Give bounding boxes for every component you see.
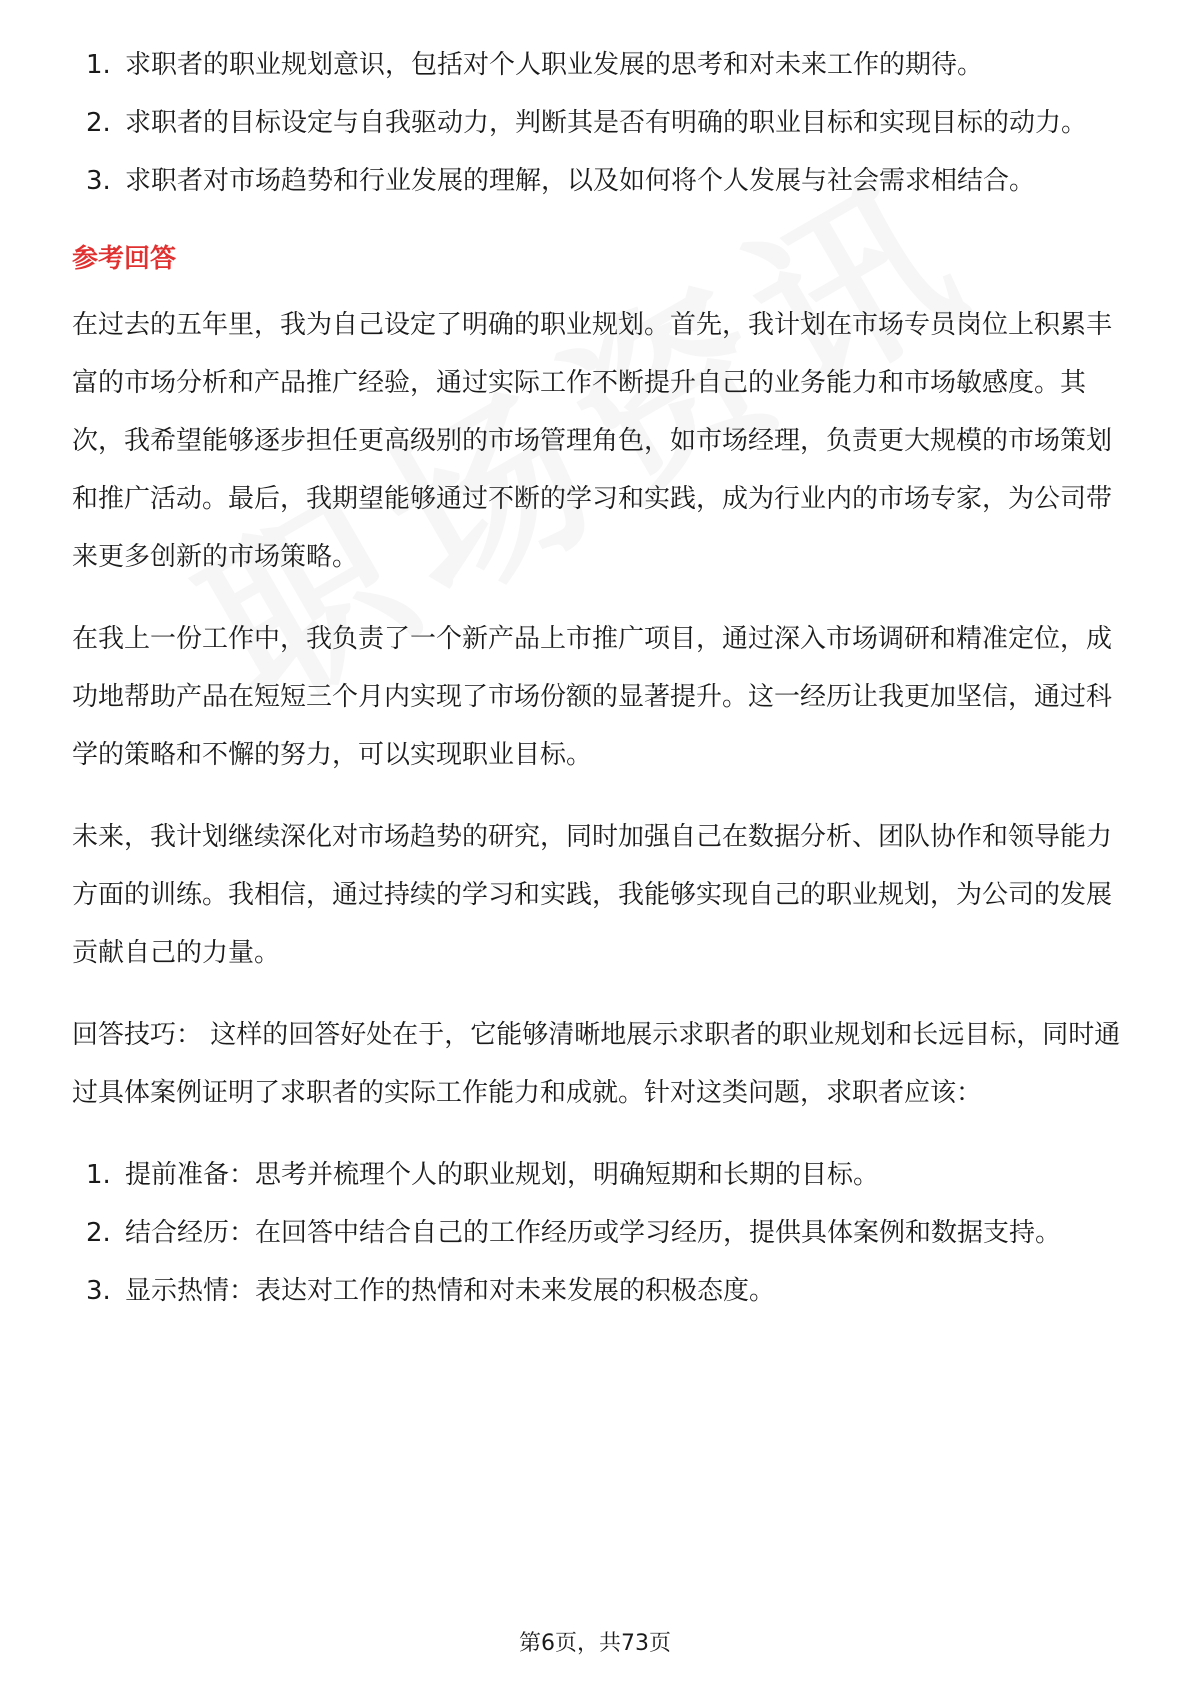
tips-intro-paragraph: 回答技巧： 这样的回答好处在于，它能够清晰地展示求职者的职业规划和长远目标，同时通过具体案例证明了求职者的实际工作能力和成就。针对这类问题，求职者应该：	[72, 1020, 1121, 1108]
list-text: 结合经历：在回答中结合自己的工作经历或学习经历，提供具体案例和数据支持。	[125, 1218, 1062, 1248]
list-text: 提前准备：思考并梳理个人的职业规划，明确短期和长期的目标。	[125, 1160, 880, 1190]
list-number: 2.	[86, 1218, 111, 1248]
list-number: 1.	[86, 1160, 111, 1190]
list-item	[72, 36, 1122, 94]
list-text: 显示热情：表达对工作的热情和对未来发展的积极态度。	[125, 1276, 776, 1306]
list-item	[72, 1204, 1122, 1262]
tips-list	[72, 1146, 1122, 1320]
intro-list	[72, 36, 1122, 210]
page-content	[72, 36, 1122, 1320]
list-number: 3.	[86, 1276, 111, 1306]
page-number-footer: 第6页，共73页	[519, 1631, 671, 1656]
list-text: 求职者的目标设定与自我驱动力，判断其是否有明确的职业目标和实现目标的动力。	[125, 108, 1088, 138]
answer-paragraph: 在过去的五年里，我为自己设定了明确的职业规划。首先，我计划在市场专员岗位上积累丰富的市场分析和产品推广经验，通过实际工作不断提升自己的业务能力和市场敏感度。其次，我希望能够逐步担任更高级别的市场管理角色，如市场经理，负责更大规模的市场策划和推广活动。最后，我期望能够通过不断的学习和实践，成为行业内的市场专家，为公司带来更多创新的市场策略。	[72, 310, 1113, 572]
list-number: 3.	[86, 166, 111, 196]
list-item	[72, 94, 1122, 152]
answer-paragraph: 未来，我计划继续深化对市场趋势的研究，同时加强自己在数据分析、团队协作和领导能力方面的训练。我相信，通过持续的学习和实践，我能够实现自己的职业规划，为公司的发展贡献自己的力量。	[72, 822, 1113, 968]
list-item	[72, 1146, 1122, 1204]
list-item	[72, 1262, 1122, 1320]
list-number: 2.	[86, 108, 111, 138]
list-text: 求职者的职业规划意识，包括对个人职业发展的思考和对未来工作的期待。	[125, 50, 984, 80]
list-text: 求职者对市场趋势和行业发展的理解，以及如何将个人发展与社会需求相结合。	[125, 166, 1036, 196]
list-number: 1.	[86, 50, 111, 80]
list-item	[72, 152, 1122, 210]
answer-paragraph: 在我上一份工作中，我负责了一个新产品上市推广项目，通过深入市场调研和精准定位，成功地帮助产品在短短三个月内实现了市场份额的显著提升。这一经历让我更加坚信，通过科学的策略和不懈的努力，可以实现职业目标。	[72, 624, 1113, 770]
answer-section-title: 参考回答	[72, 244, 177, 274]
